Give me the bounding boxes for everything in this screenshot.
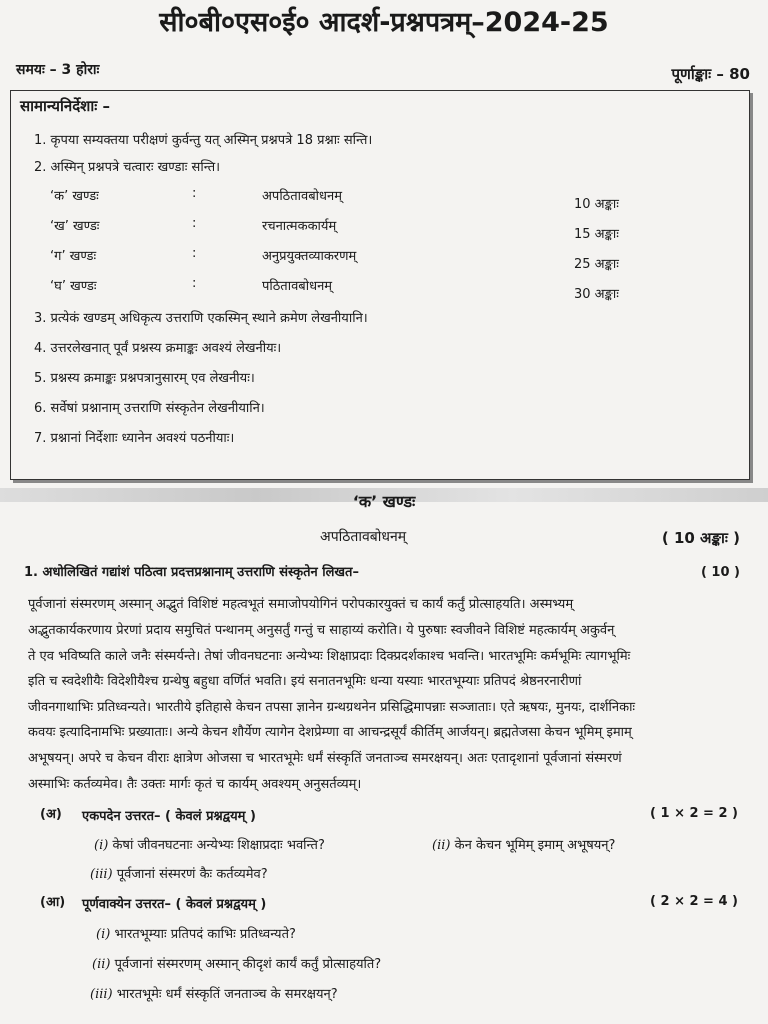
question-1: 1. अधोलिखितं गद्यांशं पठित्वा प्रदत्तप्रश्नानाम् उत्तराणि संस्कृतेन लिखत– xyxy=(24,565,359,580)
instruction-item: 4. उत्तरलेखनात् पूर्वं प्रश्नस्य क्रमाङ्कः अवश्यं लेखनीयः। xyxy=(34,341,282,356)
section-sep: : xyxy=(192,186,197,201)
paper-title: सी०बी०एस०ई० आदर्श-प्रश्नपत्रम्–2024-25 xyxy=(159,7,609,38)
question-text: पूर्वजानां संस्मरणम् अस्मान् कीदृशं कार्यं कर्तुं प्रोत्साहयति? xyxy=(114,957,382,972)
section-marks: 10 अङ्काः xyxy=(574,197,619,212)
section-sep: : xyxy=(192,276,197,291)
instructions-box xyxy=(10,90,750,480)
section-sep: : xyxy=(192,216,197,231)
instruction-item: 2. अस्मिन् प्रश्नपत्रे चत्वारः खण्डाः सन्ति। xyxy=(34,160,221,175)
passage-line: अद्भुतकार्यकरणाय प्रेरणां प्रदाय समुचितं पन्थानम् अनुसर्तुं गन्तुं च साहाय्यं करोति। ये पुरुषाः स्वजीवने विशिष्टं महत्कार्यम् अकुर्वन् xyxy=(28,623,615,638)
time-allowed: समयः – 3 होराः xyxy=(16,62,100,78)
passage-line: अस्माभिः कर्तव्यमेव। तैः उक्तः मार्गः कृतं च कार्यम् अवश्यम् अनुसर्तव्यम्। xyxy=(28,777,362,792)
max-marks: पूर्णाङ्काः – 80 xyxy=(671,65,750,83)
question-number: (ii) xyxy=(92,957,111,972)
question-1-marks: ( 10 ) xyxy=(700,565,740,580)
part-a-marks: ( 1 × 2 = 2 ) xyxy=(650,806,738,821)
section-topic: अनुप्रयुक्तव्याकरणम् xyxy=(262,249,357,264)
question-text: केन केचन भूमिम् इमाम् अभूषयन्? xyxy=(454,838,616,853)
question-text: भारतभूमेः धर्मं संस्कृतिं जनताञ्च के समरक्षयन्? xyxy=(116,987,338,1002)
question-text: भारतभूम्याः प्रतिपदं काभिः प्रतिध्वन्यते? xyxy=(114,927,296,942)
part-b-label: (आ) xyxy=(40,895,66,910)
section-marks: 30 अङ्काः xyxy=(574,287,619,302)
question-number: (i) xyxy=(94,838,109,853)
section-marks: ( 10 अङ्काः ) xyxy=(661,529,740,547)
instruction-item: 6. सर्वेषां प्रश्नानाम् उत्तराणि संस्कृतेन लेखनीयानि। xyxy=(34,401,265,416)
question-text: पूर्वजानां संस्मरणं कैः कर्तव्यमेव? xyxy=(116,867,268,882)
passage-line: पूर्वजानां संस्मरणम् अस्मान् अद्भुतं विशिष्टं महत्वभूतं समाजोपयोगिनं परोपकारयुक्तं च कार्यं कर्तुं प्रोत्साहयति। अस्मभ्यम् xyxy=(28,597,574,612)
section-sep: : xyxy=(192,246,197,261)
section-name: ‘ग’ खण्डः xyxy=(50,249,97,264)
part-b-marks: ( 2 × 2 = 4 ) xyxy=(650,894,738,909)
instructions-heading: सामान्यनिर्देशाः – xyxy=(20,97,111,115)
instruction-item: 1. कृपया सम्यक्तया परीक्षणं कुर्वन्तु यत् अस्मिन् प्रश्नपत्रे 18 प्रश्नाः सन्ति। xyxy=(34,133,373,148)
question-number: (i) xyxy=(96,927,111,942)
question-number: (ii) xyxy=(432,838,451,853)
section-name: ‘घ’ खण्डः xyxy=(50,279,97,294)
instruction-item: 7. प्रश्नानां निर्देशाः ध्यानेन अवश्यं पठनीयाः। xyxy=(34,431,235,446)
section-marks: 15 अङ्काः xyxy=(574,227,619,242)
section-name: ‘ख’ खण्डः xyxy=(50,219,100,234)
passage-line: ते एव भविष्यति काले जनैः संस्मर्यन्ते। तेषां जीवनघटनाः अन्येभ्यः शिक्षाप्रदाः दिक्प्रदर्शकाश्च भवन्ति। भारतभूमिः कर्मभूमिः त्यागभूमिः xyxy=(28,649,631,664)
passage-line: इति च स्वदेशीयैः विदेशीयैश्च ग्रन्थेषु बहुधा वर्णितं भवति। इयं सनातनभूमिः धन्या यस्याः भारतभूम्याः प्रतिपदं श्रेष्ठनरनारीणां xyxy=(28,674,582,689)
part-b-heading: पूर्णवाक्येन उत्तरत– ( केवलं प्रश्नद्वयम् ) xyxy=(82,897,267,912)
section-topic: पठितावबोधनम् xyxy=(262,279,333,294)
section-name: ‘क’ खण्डः xyxy=(50,189,99,204)
instruction-item: 3. प्रत्येकं खण्डम् अधिकृत्य उत्तराणि एकस्मिन् स्थाने क्रमेण लेखनीयानि। xyxy=(34,311,368,326)
instruction-item: 5. प्रश्नस्य क्रमाङ्कः प्रश्नपत्रानुसारम् एव लेखनीयः। xyxy=(34,371,255,386)
passage-line: अभूषयन्। अपरे च केचन वीराः क्षात्रेण ओजसा च भारतभूमेः धर्मं संस्कृतिं जनताञ्च समरक्षयन्। अतः एतादृशानां पूर्वजानां संस्मरणं xyxy=(28,751,622,766)
question-number: (iii) xyxy=(90,987,113,1002)
passage-line: कवयः इत्यादिनामभिः प्रख्याताः। अन्ये केचन शौर्येण त्यागेन देशप्रेम्णा वा आचन्द्रसूर्यं कीर्तिम् आर्जयन्। ब्रह्मतेजसा केचन भूमिम् इमाम् xyxy=(28,725,632,740)
section-marks: 25 अङ्काः xyxy=(574,257,619,272)
question-text: केषां जीवनघटनाः अन्येभ्यः शिक्षाप्रदाः भवन्ति? xyxy=(112,838,325,853)
part-a-label: (अ) xyxy=(40,807,62,822)
section-subtitle: अपठितावबोधनम् xyxy=(320,529,407,545)
question-number: (iii) xyxy=(90,867,113,882)
section-topic: अपठितावबोधनम् xyxy=(262,189,343,204)
section-title: ‘क’ खण्डः xyxy=(352,492,416,511)
passage-line: जीवनगाथाभिः प्रतिध्वन्यते। भारतीये इतिहासे केचन तपसा ज्ञानेन ग्रन्थग्रथनेन प्रसिद्धिमापन्नाः सञ्जाताः। एते ऋषयः, मुनयः, दार्शनिकाः xyxy=(28,700,636,715)
part-a-heading: एकपदेन उत्तरत– ( केवलं प्रश्नद्वयम् ) xyxy=(82,809,256,824)
section-topic: रचनात्मककार्यम् xyxy=(262,219,337,234)
